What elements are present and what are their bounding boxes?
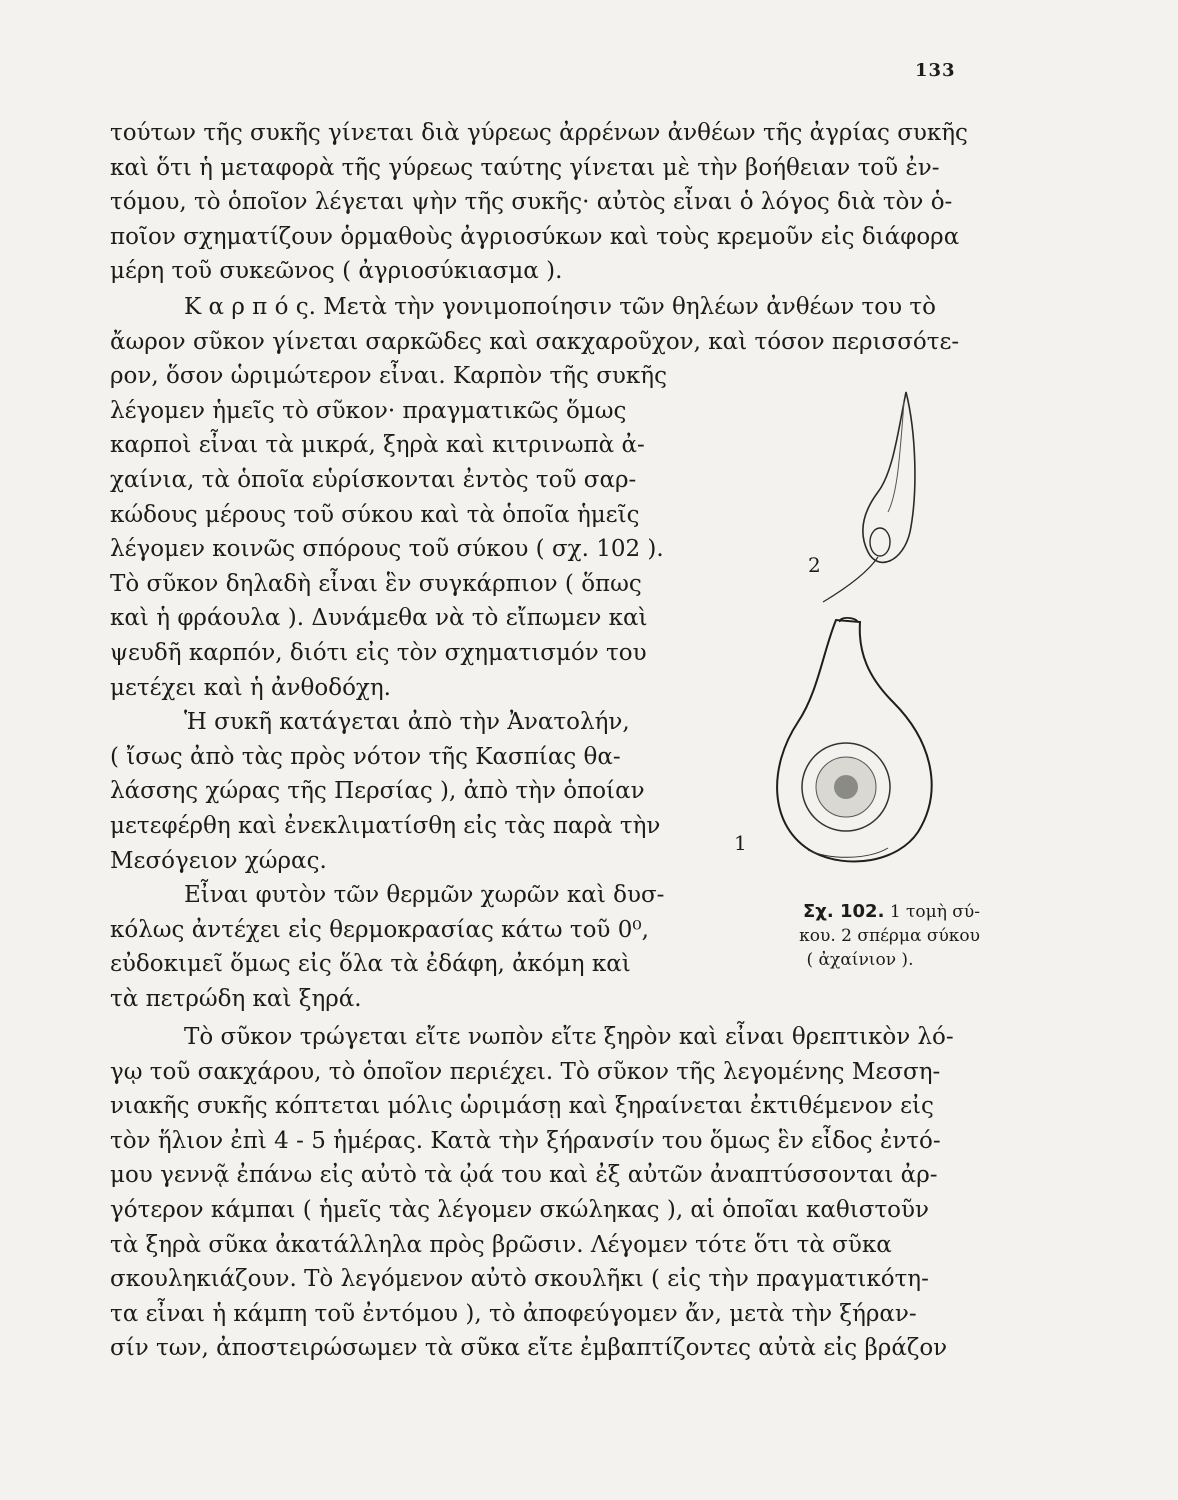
text-line: ψευδῆ καρπόν, διότι εἰς τὸν σχηματισμόν του bbox=[110, 639, 647, 666]
text-line: εὐδοκιμεῖ ὅμως εἰς ὅλα τὰ ἐδάφη, ἀκόμη καὶ bbox=[110, 951, 631, 978]
text-line: λάσσης χώρας τῆς Περσίας ), ἀπὸ τὴν ὁποίαν bbox=[110, 778, 645, 805]
text-block-bottom bbox=[110, 1020, 1178, 1366]
text-line: μου γεννᾷ ἐπάνω εἰς αὐτὸ τὰ ᾠά του καὶ ἐξ αὐτῶν ἀναπτύσσονται ἀρ- bbox=[110, 1162, 938, 1189]
text-line: καρποὶ εἶναι τὰ μικρά, ξηρὰ καὶ κιτρινωπὰ ἀ- bbox=[110, 432, 645, 459]
label-seed: 2 bbox=[808, 553, 821, 577]
text-line: κώδους μέρους τοῦ σύκου καὶ τὰ ὁποῖα ἡμεῖς bbox=[110, 501, 640, 528]
label-fig: 1 bbox=[734, 831, 747, 855]
fig-illustration bbox=[728, 372, 973, 872]
text-line: Εἶναι φυτὸν τῶν θερμῶν χωρῶν καὶ δυσ- bbox=[184, 882, 665, 909]
text-line: σκουληκιάζουν. Τὸ λεγόμενον αὐτὸ σκουλῆκι ( εἰς τὴν πραγματικότη- bbox=[110, 1266, 929, 1293]
text-line: τὸν ἥλιον ἐπὶ 4 - 5 ἡμέρας. Κατὰ τὴν ξήρανσίν του ὅμως ἓν εἶδος ἐντό- bbox=[110, 1127, 941, 1154]
caption-line: ( ἀχαίνιον ). bbox=[806, 950, 914, 970]
text-line: μετέχει καὶ ἡ ἀνθοδόχη. bbox=[110, 674, 391, 701]
text-line: τόμου, τὸ ὁποῖον λέγεται ψὴν τῆς συκῆς· αὐτὸς εἶναι ὁ λόγος διὰ τὸν ὁ- bbox=[110, 189, 953, 216]
text-line: ποῖον σχηματίζουν ὁρμαθοὺς ἀγριοσύκων καὶ τοὺς κρεμοῦν εἰς διάφορα bbox=[110, 223, 960, 250]
caption-line: 1 τομὴ σύ- bbox=[889, 902, 980, 922]
text-line: ρον, ὅσον ὡριμώτερον εἶναι. Καρπὸν τῆς συκῆς bbox=[110, 363, 667, 390]
text-block-left bbox=[110, 290, 1178, 1016]
text-line: μετεφέρθη καὶ ἐνεκλιματίσθη εἰς τὰς παρὰ τὴν bbox=[110, 812, 661, 839]
text-line: γότερον κάμπαι ( ἡμεῖς τὰς λέγομεν σκώληκας ), αἱ ὁποῖαι καθιστοῦν bbox=[110, 1196, 929, 1223]
text-line: γῳ τοῦ σακχάρου, τὸ ὁποῖον περιέχει. Τὸ σῦκον τῆς λεγομένης Μεσση- bbox=[110, 1058, 941, 1085]
text-line: ἄωρον σῦκον γίνεται σαρκῶδες καὶ σακχαροῦχον, καὶ τόσον περισσότε- bbox=[110, 328, 960, 355]
text-line: καὶ ὅτι ἡ μεταφορὰ τῆς γύρεως ταύτης γίνεται μὲ τὴν βοήθειαν τοῦ ἐν- bbox=[110, 154, 940, 181]
text-line: τα εἶναι ἡ κάμπη τοῦ ἐντόμου ), τὸ ἀποφεύγομεν ἄν, μετὰ τὴν ξήραν- bbox=[110, 1300, 917, 1327]
text-line: χαίνια, τὰ ὁποῖα εὑρίσκονται ἐντὸς τοῦ σαρ- bbox=[110, 466, 637, 493]
text-line: τούτων τῆς συκῆς γίνεται διὰ γύρεως ἀρρένων ἀνθέων τῆς ἀγρίας συκῆς bbox=[110, 120, 968, 146]
figure-caption bbox=[700, 900, 980, 972]
text-line: τὰ πετρώδη καὶ ξηρά. bbox=[110, 985, 362, 1012]
text-line: μέρη τοῦ συκεῶνος ( ἀγριοσύκιασμα ). bbox=[110, 258, 563, 285]
text-line: λέγομεν ἡμεῖς τὸ σῦκον· πραγματικῶς ὅμως bbox=[110, 397, 627, 424]
text-line: Τὸ σῦκον τρώγεται εἴτε νωπὸν εἴτε ξηρὸν καὶ εἶναι θρεπτικὸν λό- bbox=[184, 1024, 954, 1050]
text-line: Ἡ συκῆ κατάγεται ἀπὸ τὴν Ἀνατολήν, bbox=[184, 709, 630, 736]
text-line: Τὸ σῦκον δηλαδὴ εἶναι ἓν συγκάρπιον ( ὅπως bbox=[110, 570, 642, 597]
fig-section-drawing bbox=[728, 372, 973, 872]
text-block-top bbox=[110, 116, 1178, 289]
text-line: νιακῆς συκῆς κόπτεται μόλις ὡριμάσῃ καὶ ξηραίνεται ἐκτιθέμενον εἰς bbox=[110, 1093, 934, 1120]
text-line: σίν των, ἀποστειρώσωμεν τὰ σῦκα εἴτε ἐμβαπτίζοντες αὐτὰ εἰς βράζον bbox=[110, 1335, 948, 1362]
text-line: λέγομεν κοινῶς σπόρους τοῦ σύκου ( σχ. 102 ). bbox=[110, 536, 664, 563]
text-line: ( ἴσως ἀπὸ τὰς πρὸς νότον τῆς Κασπίας θα- bbox=[110, 743, 621, 770]
text-line: τὰ ξηρὰ σῦκα ἀκατάλληλα πρὸς βρῶσιν. Λέγομεν τότε ὅτι τὰ σῦκα bbox=[110, 1231, 892, 1258]
caption-line: κου. 2 σπέρμα σύκου bbox=[799, 926, 980, 946]
text-line: κόλως ἀντέχει εἰς θερμοκρασίας κάτω τοῦ 0⁰, bbox=[110, 916, 649, 943]
text-line: καὶ ἡ φράουλα ). Δυνάμεθα νὰ τὸ εἴπωμεν καὶ bbox=[110, 605, 648, 632]
text-line: Μεσόγειον χώρας. bbox=[110, 847, 327, 874]
caption-lead: Σχ. 102. bbox=[802, 901, 885, 922]
text-line: Κ α ρ π ό ς. Μετὰ τὴν γονιμοποίησιν τῶν θηλέων ἀνθέων του τὸ bbox=[184, 294, 936, 320]
page-number: 133 bbox=[915, 60, 956, 81]
